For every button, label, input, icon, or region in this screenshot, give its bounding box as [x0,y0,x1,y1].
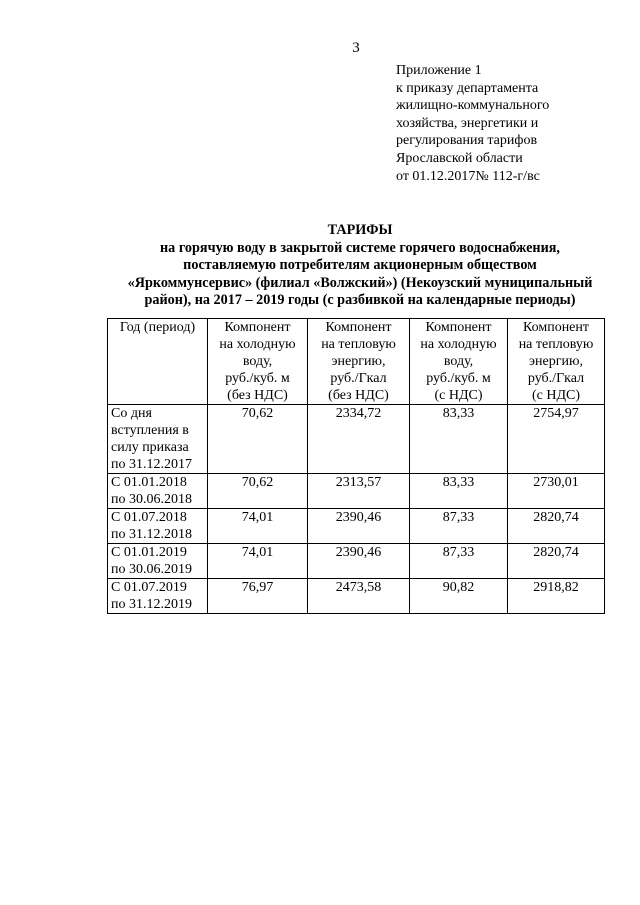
appendix-line: регулирования тарифов [396,133,538,149]
cell-text-line: энергию, [331,354,386,369]
title-heading: ТАРИФЫ [327,222,393,238]
cell-text-line: вступления в [111,423,189,438]
header-heat-energy-no-vat [308,319,410,405]
document-title [90,222,630,310]
appendix-line: Приложение 1 [396,63,482,78]
appendix-line: жилищно-коммунального [396,98,550,114]
cell-text-line: Год (период) [119,320,196,335]
period-cell [108,509,208,544]
tariff-value-cell: 83,33 [410,474,508,509]
title-line: поставляемую потребителям акционерным обществом [183,257,537,273]
title-line: на горячую воду в закрытой системе горячего водоснабжения, [160,239,560,256]
tariff-value-cell: 2313,57 [308,474,410,509]
cell-text-line: Компонент [224,320,291,335]
cell-text-line: на холодную [219,337,296,352]
appendix-block [396,62,636,185]
cell-text-line: по 31.12.2017 [111,457,192,472]
appendix-line: Ярославской области [396,150,523,166]
cell-text-line: (без НДС) [328,388,389,403]
tariff-value-cell: 74,01 [208,509,308,544]
appendix-line: хозяйства, энергетики и [396,115,539,131]
table-row [108,544,605,579]
header-heat-energy-vat [508,319,605,405]
cell-text-line: руб./Гкал [527,371,585,386]
tariff-value-cell: 90,82 [410,579,508,614]
cell-text-line: С 01.07.2019 [111,580,187,595]
header-cold-water-vat [410,319,508,405]
cell-text-line: Компонент [522,320,590,335]
table-row [108,579,605,614]
table-row [108,405,605,474]
cell-text-line: руб./куб. м [426,371,491,386]
cell-text-line: на холодную [420,337,497,352]
cell-text-line: руб./Гкал [330,371,387,386]
tariff-value-cell: 2390,46 [308,509,410,544]
cell-text-line: по 31.12.2019 [111,597,192,612]
header-cold-water-no-vat [208,319,308,405]
period-cell [108,474,208,509]
period-cell [108,405,208,474]
tariff-value-cell: 70,62 [208,474,308,509]
table-body [108,405,605,614]
tariff-value-cell: 74,01 [208,544,308,579]
tariff-value-cell: 2473,58 [308,579,410,614]
cell-text-line: по 31.12.2018 [111,527,192,542]
cell-text-line: С 01.07.2018 [111,510,187,525]
cell-text-line: (с НДС) [434,388,483,403]
tariff-value-cell: 2730,01 [508,474,605,509]
cell-text-line: силу приказа [111,440,189,455]
cell-text-line: С 01.01.2018 [111,475,187,490]
tariff-value-cell: 83,33 [410,405,508,474]
tariff-value-cell: 2390,46 [308,544,410,579]
cell-text-line: воду, [443,354,474,369]
cell-text-line: по 30.06.2018 [111,492,192,507]
tariff-value-cell: 70,62 [208,405,308,474]
cell-text-line: на тепловую [321,337,396,352]
tariff-value-cell: 87,33 [410,509,508,544]
table-row [108,509,605,544]
title-line: район), на 2017 – 2019 годы (с разбивкой на календарные периоды) [144,292,576,308]
table-row [108,474,605,509]
cell-text-line: Со дня [111,406,152,421]
cell-text-line: Компонент [425,320,492,335]
tariff-value-cell: 2334,72 [308,405,410,474]
tariff-value-cell: 87,33 [410,544,508,579]
tariff-value-cell: 2754,97 [508,405,605,474]
tariff-value-cell: 2918,82 [508,579,605,614]
tariff-value-cell: 76,97 [208,579,308,614]
cell-text-line: руб./куб. м [225,371,290,386]
page-number: 3 [352,40,360,56]
cell-text-line: энергию, [529,354,583,369]
cell-text-line: (без НДС) [227,388,288,403]
cell-text-line: по 30.06.2019 [111,562,192,577]
header-period [108,319,208,405]
period-cell [108,579,208,614]
tariff-value-cell: 2820,74 [508,509,605,544]
title-line: «Яркоммунсервис» (филиал «Волжский») (Некоузский муниципальный [127,274,593,291]
tariff-value-cell: 2820,74 [508,544,605,579]
cell-text-line: С 01.01.2019 [111,545,187,560]
tariffs-table [107,318,605,614]
period-cell [108,544,208,579]
cell-text-line: Компонент [325,320,392,335]
appendix-line: от 01.12.2017№ 112-г/вс [396,168,540,184]
appendix-line: к приказу департамента [396,80,539,96]
cell-text-line: на тепловую [518,337,594,352]
cell-text-line: воду, [242,354,273,369]
table-header-row [108,319,605,405]
cell-text-line: (с НДС) [531,388,581,403]
